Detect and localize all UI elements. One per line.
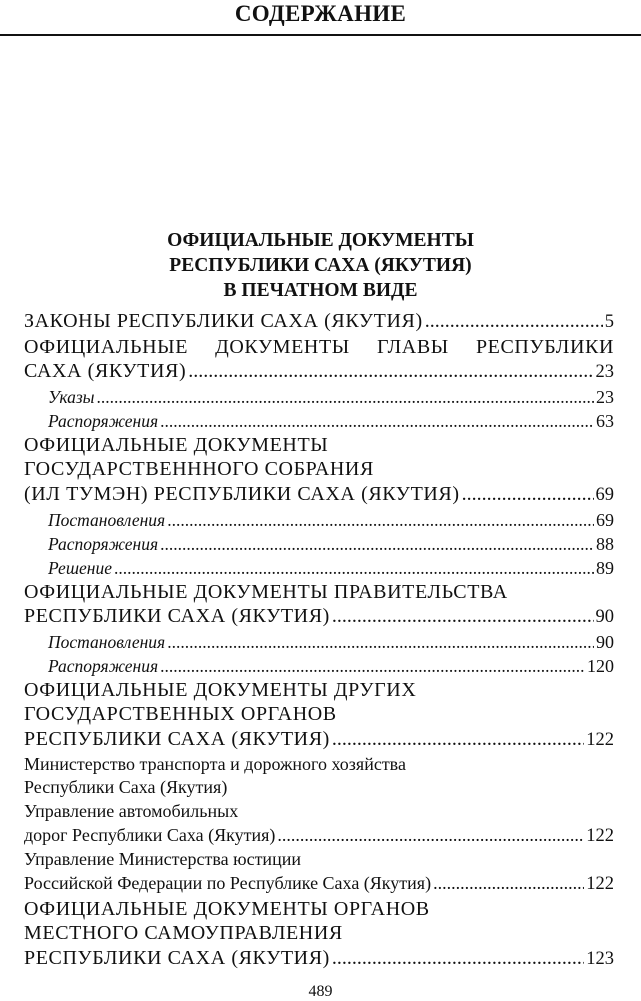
toc-entry-word: ОФИЦИАЛЬНЫЕ: [24, 335, 189, 358]
toc-entry-word: ГЛАВЫ: [376, 335, 449, 358]
toc-entry: [24, 727, 614, 753]
toc-entry: [24, 482, 614, 508]
toc-entry: [24, 921, 614, 946]
toc-page-number: 23: [596, 386, 614, 407]
dot-leader: [167, 508, 594, 532]
toc-organ-entry: [24, 753, 614, 777]
dot-leader: [160, 409, 594, 433]
toc-entry: [24, 678, 614, 703]
toc-page-number: 120: [587, 655, 614, 676]
toc-page-number: 88: [596, 533, 614, 554]
toc-subentry: [24, 654, 614, 678]
toc-entry-text: дорог Республики Саха (Якутия): [24, 824, 276, 845]
toc-subentry: [24, 532, 614, 556]
toc-subentry: [24, 409, 614, 433]
toc-page-number: 63: [596, 410, 614, 431]
dot-leader: [167, 630, 594, 654]
toc-entry-text: САХА (ЯКУТИЯ): [24, 360, 187, 383]
toc-entry-text: ОФИЦИАЛЬНЫЕ ДОКУМЕНТЫ ДРУГИХ: [24, 678, 417, 701]
toc-entry: [24, 580, 614, 605]
toc-entry: [24, 359, 614, 385]
toc-entry-text: (ИЛ ТУМЭН) РЕСПУБЛИКИ САХА (ЯКУТИЯ): [24, 482, 460, 505]
toc-page-number: 69: [596, 509, 614, 530]
section-heading-line: В ПЕЧАТНОМ ВИДЕ: [223, 280, 418, 301]
dot-leader: [332, 727, 584, 752]
toc-entry-text: РЕСПУБЛИКИ САХА (ЯКУТИЯ): [24, 727, 330, 750]
toc-entry: [24, 457, 614, 482]
toc-entry-text: Решение: [48, 557, 113, 578]
toc-entry-text: Российской Федерации по Республике Саха (Якутия): [24, 873, 432, 894]
section-heading-line: ОФИЦИАЛЬНЫЕ ДОКУМЕНТЫ: [167, 230, 474, 251]
toc-entry: [24, 433, 614, 458]
toc-entry: [24, 702, 614, 727]
toc-entry-text: Постановления: [48, 631, 166, 652]
toc-page-number: 122: [586, 729, 614, 750]
toc-entry-text: ГОСУДАРСТВЕННЫХ ОРГАНОВ: [24, 703, 337, 726]
toc-entry-text: Министерство транспорта и дорожного хозяйства: [24, 753, 406, 774]
toc-page-number: 122: [586, 874, 614, 895]
section-heading: [0, 228, 641, 303]
dot-leader: [160, 654, 585, 678]
toc-entry: [24, 604, 614, 630]
toc-page-number: 23: [595, 362, 614, 383]
toc-subentry: [24, 630, 614, 654]
toc-entry-text: ОФИЦИАЛЬНЫЕ ДОКУМЕНТЫ ПРАВИТЕЛЬСТВА: [24, 580, 508, 603]
dot-leader: [425, 309, 603, 334]
running-header: [0, 0, 641, 36]
toc-entry-text: ОФИЦИАЛЬНЫЕ ДОКУМЕНТЫ: [24, 433, 329, 456]
toc-entry: [24, 946, 614, 972]
toc-organ-entry: [24, 776, 614, 800]
section-heading-line: РЕСПУБЛИКИ САХА (ЯКУТИЯ): [169, 255, 472, 276]
toc-entry-text: МЕСТНОГО САМОУПРАВЛЕНИЯ: [24, 922, 343, 945]
toc-page-number: 69: [595, 484, 614, 505]
toc-page-number: 123: [586, 948, 614, 969]
toc-entry-text: РЕСПУБЛИКИ САХА (ЯКУТИЯ): [24, 946, 330, 969]
toc-subentry: [24, 508, 614, 532]
page-title: СОДЕРЖАНИЕ: [234, 1, 407, 26]
toc-entry-text: Указы: [48, 386, 95, 407]
toc-entry-text: ГОСУДАРСТВЕНННОГО СОБРАНИЯ: [24, 458, 374, 481]
toc-entry: [24, 897, 614, 922]
toc-page-number: 122: [586, 825, 614, 846]
dot-leader: [188, 359, 593, 384]
toc-organ-entry: [24, 872, 614, 897]
toc-entry-text: Управление Министерства юстиции: [24, 849, 301, 870]
toc-entry-text: Постановления: [48, 509, 166, 530]
toc-organ-entry: [24, 800, 614, 824]
dot-leader: [277, 824, 584, 848]
toc-entry-text: ОФИЦИАЛЬНЫЕ ДОКУМЕНТЫ ОРГАНОВ: [24, 897, 430, 920]
toc-page-number: 5: [604, 312, 614, 332]
toc-entry-text: Управление автомобильных: [24, 800, 239, 821]
toc-entry-text: Распоряжения: [48, 410, 159, 431]
dot-leader: [114, 556, 594, 580]
dot-leader: [160, 532, 594, 556]
toc-entry-text: РЕСПУБЛИКИ САХА (ЯКУТИЯ): [24, 605, 330, 628]
dot-leader: [332, 604, 594, 629]
dot-leader: [462, 482, 594, 507]
toc-subentry: [24, 556, 614, 580]
toc-page-number: 90: [596, 631, 614, 652]
page-number: 489: [308, 983, 333, 1000]
toc-page-number: 90: [595, 607, 614, 628]
table-of-contents: [24, 309, 614, 972]
toc-organ-entry: [24, 824, 614, 849]
dot-leader: [97, 385, 594, 409]
toc-entry-text: ЗАКОНЫ РЕСПУБЛИКИ САХА (ЯКУТИЯ): [24, 310, 423, 332]
toc-entry-word: РЕСПУБЛИКИ: [475, 335, 614, 358]
toc-entry: [24, 335, 614, 360]
toc-subentry: [24, 385, 614, 409]
toc-entry-text: Распоряжения: [48, 533, 159, 554]
toc-organ-entry: [24, 848, 614, 872]
toc-entry: [24, 309, 614, 335]
toc-entry-word: ДОКУМЕНТЫ: [215, 335, 350, 358]
dot-leader: [332, 946, 584, 971]
dot-leader: [433, 872, 584, 896]
toc-page-number: 89: [596, 557, 614, 578]
toc-entry-text: Распоряжения: [48, 655, 159, 676]
toc-entry-text: Республики Саха (Якутия): [24, 777, 228, 798]
